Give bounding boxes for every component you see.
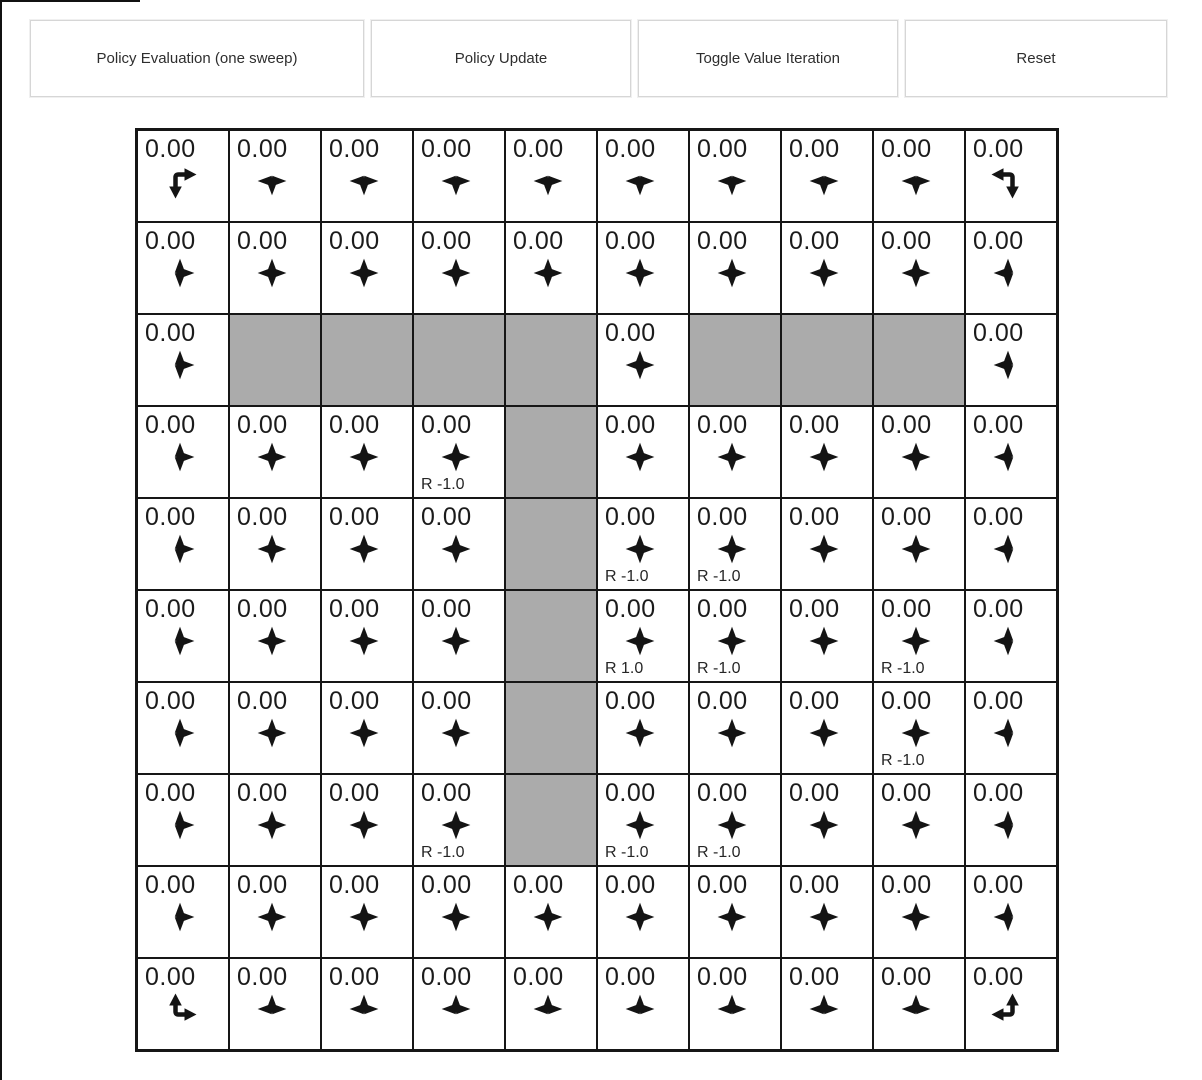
grid-cell — [597, 590, 689, 682]
grid-cell — [229, 958, 321, 1050]
state-value: 0.00 — [329, 871, 380, 899]
grid-cell — [413, 866, 505, 958]
state-value: 0.00 — [881, 411, 932, 439]
state-value: 0.00 — [421, 687, 472, 715]
state-value: 0.00 — [881, 135, 932, 163]
policy-arrows-up-left-down-icon — [990, 256, 1026, 292]
state-value: 0.00 — [237, 135, 288, 163]
state-value: 0.00 — [697, 227, 748, 255]
policy-arrows-left-down-right-icon — [898, 164, 934, 200]
reward-label: R -1.0 — [881, 752, 925, 769]
grid-cell — [321, 222, 413, 314]
state-value: 0.00 — [237, 779, 288, 807]
policy-arrows-left-up-right-icon — [438, 992, 474, 1028]
state-value: 0.00 — [513, 227, 564, 255]
policy-arrows-all-directions-icon — [622, 808, 658, 844]
grid-cell — [137, 590, 229, 682]
grid-cell — [965, 590, 1057, 682]
policy-arrows-left-down-right-icon — [438, 164, 474, 200]
state-value: 0.00 — [697, 503, 748, 531]
grid-cell — [321, 130, 413, 222]
grid-cell — [321, 406, 413, 498]
state-value: 0.00 — [973, 595, 1024, 623]
state-value: 0.00 — [605, 687, 656, 715]
policy-arrows-left-up-right-icon — [254, 992, 290, 1028]
state-value: 0.00 — [145, 871, 196, 899]
grid-cell — [781, 498, 873, 590]
state-value: 0.00 — [605, 963, 656, 991]
policy-update-button[interactable]: Policy Update — [371, 20, 631, 97]
state-value: 0.00 — [237, 687, 288, 715]
state-value: 0.00 — [513, 963, 564, 991]
reward-label: R -1.0 — [421, 844, 465, 861]
policy-arrows-left-down-elbow-icon — [990, 164, 1026, 200]
grid-cell — [229, 866, 321, 958]
state-value: 0.00 — [421, 227, 472, 255]
state-value: 0.00 — [145, 411, 196, 439]
grid-cell — [229, 774, 321, 866]
grid-cell — [781, 590, 873, 682]
grid-cell — [965, 682, 1057, 774]
policy-arrows-up-right-elbow-icon — [162, 992, 198, 1028]
policy-arrows-up-left-down-icon — [990, 716, 1026, 752]
toolbar — [30, 20, 1167, 97]
policy-arrows-all-directions-icon — [254, 440, 290, 476]
state-value: 0.00 — [973, 871, 1024, 899]
policy-arrows-left-up-right-icon — [346, 992, 382, 1028]
policy-arrows-left-up-right-icon — [806, 992, 842, 1028]
state-value: 0.00 — [789, 503, 840, 531]
state-value: 0.00 — [605, 595, 656, 623]
reward-label: R -1.0 — [697, 568, 741, 585]
state-value: 0.00 — [973, 687, 1024, 715]
state-value: 0.00 — [789, 135, 840, 163]
policy-arrows-all-directions-icon — [530, 900, 566, 936]
grid-cell — [137, 314, 229, 406]
policy-arrows-all-directions-icon — [346, 900, 382, 936]
grid-cell — [597, 498, 689, 590]
state-value: 0.00 — [789, 687, 840, 715]
state-value: 0.00 — [881, 595, 932, 623]
state-value: 0.00 — [789, 871, 840, 899]
grid-cell — [321, 774, 413, 866]
policy-arrows-left-up-right-icon — [898, 992, 934, 1028]
grid-cell — [965, 130, 1057, 222]
policy-arrows-all-directions-icon — [438, 624, 474, 660]
policy-arrows-left-up-right-icon — [622, 992, 658, 1028]
grid-cell — [781, 406, 873, 498]
state-value: 0.00 — [513, 871, 564, 899]
policy-arrows-all-directions-icon — [254, 808, 290, 844]
state-value: 0.00 — [881, 779, 932, 807]
state-value: 0.00 — [789, 411, 840, 439]
state-value: 0.00 — [973, 963, 1024, 991]
policy-arrows-all-directions-icon — [346, 624, 382, 660]
state-value: 0.00 — [237, 871, 288, 899]
grid-cell — [689, 222, 781, 314]
state-value: 0.00 — [697, 779, 748, 807]
policy-arrows-all-directions-icon — [714, 440, 750, 476]
policy-arrows-all-directions-icon — [898, 532, 934, 568]
grid-cell — [965, 958, 1057, 1050]
grid-cell — [413, 682, 505, 774]
state-value: 0.00 — [145, 227, 196, 255]
grid-cell — [965, 866, 1057, 958]
grid-cell — [505, 958, 597, 1050]
state-value: 0.00 — [329, 503, 380, 531]
reset-button[interactable]: Reset — [905, 20, 1167, 97]
policy-arrows-right-down-elbow-icon — [162, 164, 198, 200]
policy-arrows-up-right-down-icon — [162, 900, 198, 936]
state-value: 0.00 — [605, 135, 656, 163]
policy-arrows-up-left-down-icon — [990, 808, 1026, 844]
grid-cell — [413, 774, 505, 866]
state-value: 0.00 — [329, 227, 380, 255]
state-value: 0.00 — [697, 135, 748, 163]
state-value: 0.00 — [605, 503, 656, 531]
policy-arrows-up-right-down-icon — [162, 716, 198, 752]
state-value: 0.00 — [789, 595, 840, 623]
policy-arrows-left-down-right-icon — [622, 164, 658, 200]
grid-cell — [137, 682, 229, 774]
state-value: 0.00 — [789, 779, 840, 807]
state-value: 0.00 — [237, 503, 288, 531]
grid-cell — [873, 682, 965, 774]
policy-arrows-all-directions-icon — [438, 532, 474, 568]
policy-arrows-all-directions-icon — [438, 808, 474, 844]
gridworld-grid — [135, 128, 1059, 1052]
grid-cell — [689, 406, 781, 498]
policy-arrows-all-directions-icon — [806, 624, 842, 660]
grid-cell — [137, 498, 229, 590]
state-value: 0.00 — [145, 319, 196, 347]
reward-label: R 1.0 — [605, 660, 644, 677]
policy-arrows-all-directions-icon — [622, 624, 658, 660]
grid-cell — [597, 682, 689, 774]
grid-cell — [873, 774, 965, 866]
policy-arrows-all-directions-icon — [254, 256, 290, 292]
grid-cell — [597, 130, 689, 222]
state-value: 0.00 — [421, 595, 472, 623]
policy-arrows-all-directions-icon — [622, 256, 658, 292]
grid-cell — [781, 130, 873, 222]
state-value: 0.00 — [881, 503, 932, 531]
state-value: 0.00 — [329, 135, 380, 163]
policy-arrows-all-directions-icon — [254, 624, 290, 660]
state-value: 0.00 — [421, 411, 472, 439]
grid-cell — [873, 958, 965, 1050]
grid-cell — [781, 866, 873, 958]
grid-cell — [413, 130, 505, 222]
policy-arrows-up-right-down-icon — [162, 532, 198, 568]
reward-label: R -1.0 — [605, 568, 649, 585]
wall-cell — [505, 590, 597, 682]
grid-cell — [137, 406, 229, 498]
state-value: 0.00 — [513, 135, 564, 163]
grid-cell — [597, 774, 689, 866]
policy-arrows-all-directions-icon — [346, 808, 382, 844]
policy-arrows-all-directions-icon — [898, 900, 934, 936]
state-value: 0.00 — [421, 871, 472, 899]
grid-cell — [689, 866, 781, 958]
grid-cell — [781, 222, 873, 314]
state-value: 0.00 — [789, 963, 840, 991]
state-value: 0.00 — [329, 411, 380, 439]
wall-cell — [505, 314, 597, 406]
policy-arrows-all-directions-icon — [806, 900, 842, 936]
wall-cell — [505, 774, 597, 866]
wall-cell — [505, 406, 597, 498]
grid-cell — [873, 130, 965, 222]
wall-cell — [689, 314, 781, 406]
grid-cell — [505, 866, 597, 958]
grid-cell — [781, 682, 873, 774]
policy-arrows-all-directions-icon — [254, 900, 290, 936]
grid-cell — [873, 222, 965, 314]
state-value: 0.00 — [881, 687, 932, 715]
grid-cell — [689, 590, 781, 682]
state-value: 0.00 — [605, 227, 656, 255]
grid-cell — [597, 958, 689, 1050]
policy-arrows-left-down-right-icon — [346, 164, 382, 200]
state-value: 0.00 — [329, 687, 380, 715]
state-value: 0.00 — [237, 595, 288, 623]
state-value: 0.00 — [605, 319, 656, 347]
policy-arrows-all-directions-icon — [714, 256, 750, 292]
policy-arrows-all-directions-icon — [714, 808, 750, 844]
state-value: 0.00 — [973, 319, 1024, 347]
grid-cell — [413, 590, 505, 682]
policy-arrows-all-directions-icon — [898, 256, 934, 292]
state-value: 0.00 — [237, 227, 288, 255]
policy-arrows-all-directions-icon — [714, 900, 750, 936]
policy-arrows-all-directions-icon — [622, 440, 658, 476]
grid-cell — [137, 130, 229, 222]
grid-cell — [229, 130, 321, 222]
policy-arrows-all-directions-icon — [714, 532, 750, 568]
state-value: 0.00 — [145, 135, 196, 163]
screen-edge-line-top — [0, 0, 140, 2]
grid-cell — [229, 682, 321, 774]
policy-arrows-up-left-down-icon — [990, 440, 1026, 476]
policy-arrows-up-right-down-icon — [162, 256, 198, 292]
grid-cell — [689, 130, 781, 222]
grid-cell — [781, 774, 873, 866]
policy-arrows-all-directions-icon — [530, 256, 566, 292]
reward-label: R -1.0 — [605, 844, 649, 861]
grid-cell — [321, 682, 413, 774]
state-value: 0.00 — [789, 227, 840, 255]
policy-arrows-up-left-down-icon — [990, 624, 1026, 660]
grid-cell — [873, 406, 965, 498]
policy-arrows-all-directions-icon — [346, 532, 382, 568]
policy-arrows-all-directions-icon — [714, 624, 750, 660]
grid-cell — [597, 314, 689, 406]
policy-arrows-all-directions-icon — [622, 716, 658, 752]
grid-cell — [781, 958, 873, 1050]
grid-cell — [597, 866, 689, 958]
state-value: 0.00 — [145, 595, 196, 623]
grid-cell — [597, 406, 689, 498]
grid-cell — [965, 222, 1057, 314]
reward-label: R -1.0 — [421, 476, 465, 493]
state-value: 0.00 — [973, 779, 1024, 807]
grid-cell — [137, 958, 229, 1050]
grid-cell — [229, 222, 321, 314]
policy-arrows-all-directions-icon — [346, 440, 382, 476]
policy-arrows-all-directions-icon — [806, 440, 842, 476]
grid-cell — [965, 774, 1057, 866]
state-value: 0.00 — [697, 595, 748, 623]
grid-cell — [965, 498, 1057, 590]
grid-cell — [413, 958, 505, 1050]
state-value: 0.00 — [421, 503, 472, 531]
wall-cell — [781, 314, 873, 406]
state-value: 0.00 — [697, 411, 748, 439]
wall-cell — [505, 498, 597, 590]
grid-cell — [229, 590, 321, 682]
grid-cell — [229, 498, 321, 590]
reward-label: R -1.0 — [881, 660, 925, 677]
policy-arrows-all-directions-icon — [254, 532, 290, 568]
grid-cell — [873, 866, 965, 958]
policy-arrows-all-directions-icon — [806, 808, 842, 844]
policy-arrows-all-directions-icon — [898, 716, 934, 752]
policy-arrows-left-up-right-icon — [714, 992, 750, 1028]
wall-cell — [873, 314, 965, 406]
grid-cell — [321, 590, 413, 682]
wall-cell — [413, 314, 505, 406]
reward-label: R -1.0 — [697, 844, 741, 861]
state-value: 0.00 — [973, 411, 1024, 439]
grid-cell — [137, 866, 229, 958]
grid-cell — [965, 314, 1057, 406]
grid-cell — [137, 774, 229, 866]
policy-arrows-up-left-down-icon — [990, 532, 1026, 568]
policy-arrows-left-down-right-icon — [806, 164, 842, 200]
grid-cell — [413, 406, 505, 498]
policy-arrows-all-directions-icon — [898, 440, 934, 476]
state-value: 0.00 — [973, 503, 1024, 531]
policy-arrows-all-directions-icon — [438, 716, 474, 752]
policy-arrows-all-directions-icon — [346, 256, 382, 292]
state-value: 0.00 — [329, 595, 380, 623]
state-value: 0.00 — [237, 411, 288, 439]
grid-cell — [689, 498, 781, 590]
state-value: 0.00 — [605, 411, 656, 439]
grid-cell — [229, 406, 321, 498]
state-value: 0.00 — [973, 227, 1024, 255]
policy-arrows-left-down-right-icon — [254, 164, 290, 200]
policy-arrows-all-directions-icon — [898, 808, 934, 844]
state-value: 0.00 — [697, 871, 748, 899]
policy-arrows-up-left-elbow-icon — [990, 992, 1026, 1028]
policy-arrows-all-directions-icon — [806, 532, 842, 568]
state-value: 0.00 — [697, 963, 748, 991]
grid-cell — [413, 498, 505, 590]
state-value: 0.00 — [881, 871, 932, 899]
state-value: 0.00 — [329, 779, 380, 807]
grid-cell — [873, 498, 965, 590]
screen-edge-line-left — [0, 0, 2, 1080]
policy-arrows-up-right-down-icon — [162, 808, 198, 844]
grid-cell — [689, 682, 781, 774]
policy-arrows-left-up-right-icon — [530, 992, 566, 1028]
policy-arrows-up-right-down-icon — [162, 624, 198, 660]
state-value: 0.00 — [145, 779, 196, 807]
policy-arrows-all-directions-icon — [438, 256, 474, 292]
policy-arrows-all-directions-icon — [806, 256, 842, 292]
grid-cell — [321, 498, 413, 590]
policy-arrows-all-directions-icon — [346, 716, 382, 752]
grid-cell — [137, 222, 229, 314]
policy-evaluation-button[interactable]: Policy Evaluation (one sweep) — [30, 20, 364, 97]
policy-arrows-all-directions-icon — [898, 624, 934, 660]
policy-arrows-up-left-down-icon — [990, 900, 1026, 936]
policy-arrows-up-left-down-icon — [990, 348, 1026, 384]
state-value: 0.00 — [973, 135, 1024, 163]
state-value: 0.00 — [329, 963, 380, 991]
grid-cell — [689, 774, 781, 866]
wall-cell — [505, 682, 597, 774]
policy-arrows-all-directions-icon — [622, 900, 658, 936]
policy-arrows-all-directions-icon — [622, 532, 658, 568]
state-value: 0.00 — [881, 227, 932, 255]
state-value: 0.00 — [237, 963, 288, 991]
grid-cell — [505, 130, 597, 222]
state-value: 0.00 — [145, 963, 196, 991]
state-value: 0.00 — [605, 779, 656, 807]
policy-arrows-all-directions-icon — [806, 716, 842, 752]
grid-cell — [965, 406, 1057, 498]
grid-cell — [505, 222, 597, 314]
state-value: 0.00 — [421, 779, 472, 807]
state-value: 0.00 — [421, 963, 472, 991]
grid-cell — [689, 958, 781, 1050]
grid-cell — [873, 590, 965, 682]
policy-arrows-all-directions-icon — [622, 348, 658, 384]
state-value: 0.00 — [881, 963, 932, 991]
wall-cell — [321, 314, 413, 406]
policy-arrows-left-down-right-icon — [530, 164, 566, 200]
grid-cell — [321, 866, 413, 958]
state-value: 0.00 — [697, 687, 748, 715]
state-value: 0.00 — [421, 135, 472, 163]
grid-cell — [413, 222, 505, 314]
policy-arrows-all-directions-icon — [438, 900, 474, 936]
reward-label: R -1.0 — [697, 660, 741, 677]
policy-arrows-up-right-down-icon — [162, 348, 198, 384]
state-value: 0.00 — [605, 871, 656, 899]
grid-cell — [321, 958, 413, 1050]
policy-arrows-up-right-down-icon — [162, 440, 198, 476]
grid-cell — [597, 222, 689, 314]
policy-arrows-all-directions-icon — [254, 716, 290, 752]
wall-cell — [229, 314, 321, 406]
state-value: 0.00 — [145, 687, 196, 715]
state-value: 0.00 — [145, 503, 196, 531]
policy-arrows-left-down-right-icon — [714, 164, 750, 200]
policy-arrows-all-directions-icon — [438, 440, 474, 476]
toggle-value-iteration-button[interactable]: Toggle Value Iteration — [638, 20, 898, 97]
policy-arrows-all-directions-icon — [714, 716, 750, 752]
